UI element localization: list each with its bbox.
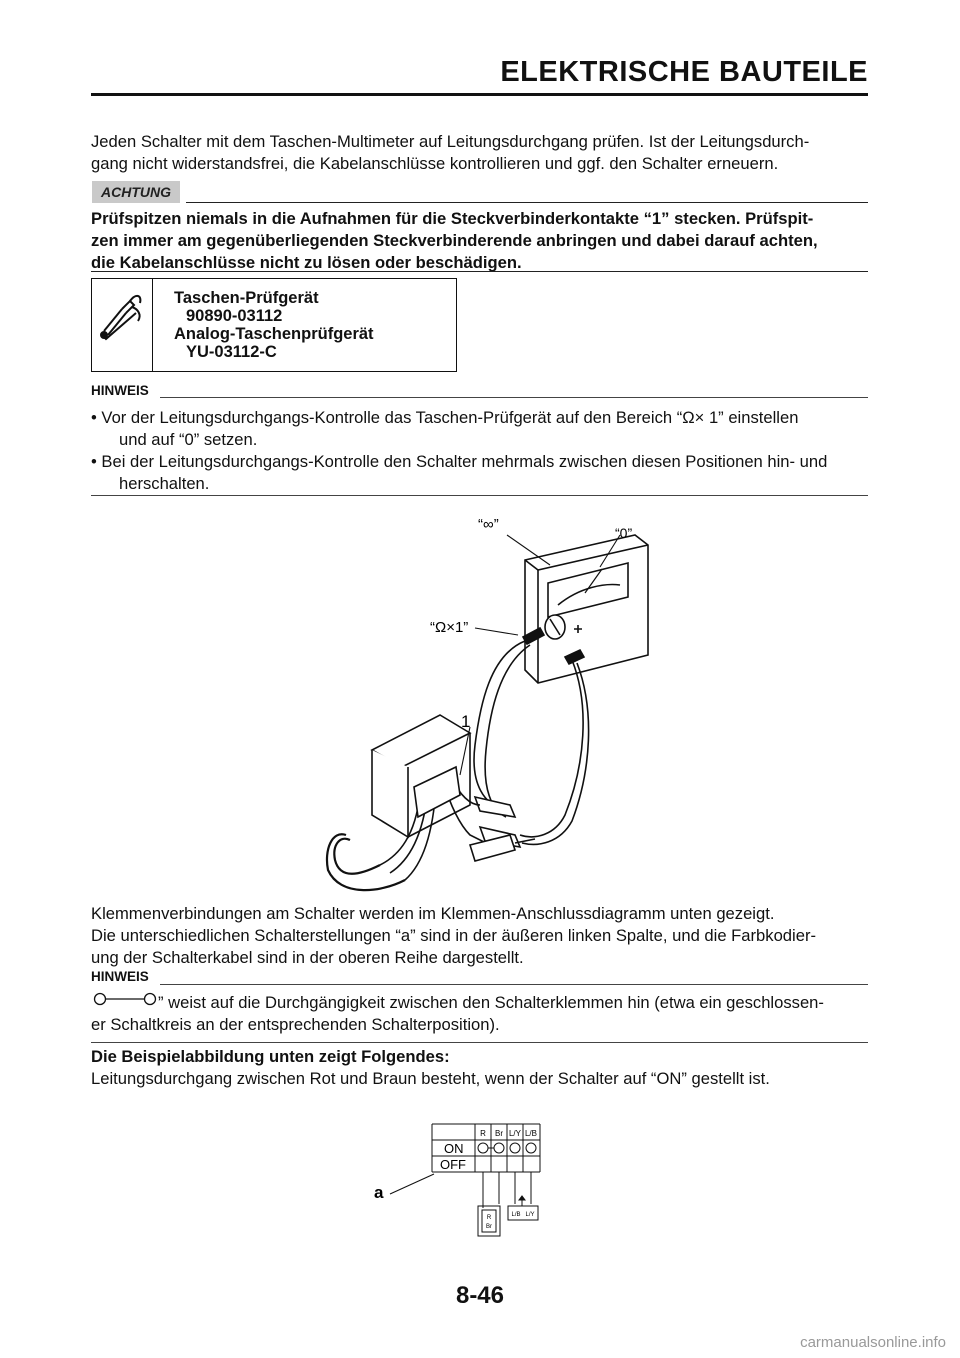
note-1-bullet-1: • Vor der Leitungsdurchgangs-Kontrolle das Taschen-Prüfgerät auf den Bereich “Ω× 1” einstellen und auf “0” setzen. bbox=[91, 408, 799, 449]
switch-terminal-diagram bbox=[360, 1120, 550, 1240]
connector-left-2: Br bbox=[486, 1224, 492, 1230]
tool-list bbox=[174, 289, 374, 361]
caution-rule-top bbox=[186, 202, 868, 203]
text-2-line-3: ung der Schalterkabel sind in der oberen Reihe dargestellt. bbox=[91, 948, 524, 967]
text-2-line-1: Klemmenverbindungen am Schalter werden im Klemmen-Anschlussdiagramm unten gezeigt. bbox=[91, 904, 775, 923]
col-header-3: L/Y bbox=[508, 1129, 522, 1138]
connector-right-1: L/B bbox=[511, 1212, 521, 1218]
caution-text bbox=[91, 208, 881, 274]
note-2-label: HINWEIS bbox=[91, 969, 149, 984]
label-connector-1: 1 bbox=[461, 712, 471, 731]
example-text: Leitungsdurchgang zwischen Rot und Braun besteht, wenn der Schalter auf “ON” gestellt ist. bbox=[91, 1069, 770, 1088]
note-1-label: HINWEIS bbox=[91, 383, 149, 398]
tool-2-code: YU-03112-C bbox=[186, 343, 277, 361]
row-label-on: ON bbox=[444, 1141, 464, 1156]
col-header-4: L/B bbox=[524, 1129, 538, 1138]
caution-label: ACHTUNG bbox=[92, 181, 180, 203]
caution-line-2: zen immer am gegenüberliegenden Steckverbinderende anbringen und dabei darauf achten, bbox=[91, 231, 818, 250]
note-2-rule-bottom bbox=[91, 1042, 868, 1043]
tool-1-code: 90890-03112 bbox=[186, 307, 283, 325]
special-tool-box bbox=[91, 278, 457, 372]
label-ohm-range: “Ω×1” bbox=[430, 619, 469, 636]
label-infinity: “∞” bbox=[478, 516, 499, 533]
caution-line-1: Prüfspitzen niemals in die Aufnahmen für die Steckverbinderkontakte “1” stecken. Prüfspit- bbox=[91, 209, 814, 228]
watermark: carmanualsonline.info bbox=[800, 1334, 946, 1351]
row-label-off: OFF bbox=[440, 1157, 466, 1172]
note-1-rule-top bbox=[160, 397, 868, 398]
caution-line-3: die Kabelanschlüsse nicht zu lösen oder beschädigen. bbox=[91, 253, 522, 272]
col-header-1: R bbox=[480, 1129, 486, 1138]
connector-left-1: R bbox=[486, 1215, 492, 1221]
intro-paragraph bbox=[91, 131, 871, 175]
note-1-bullet-2: • Bei der Leitungsdurchgangs-Kontrolle den Schalter mehrmals zwischen diesen Positionen hin- und herschalten. bbox=[91, 452, 828, 493]
page-title: ELEKTRISCHE BAUTEILE bbox=[500, 56, 868, 88]
note-2-rule-top bbox=[160, 984, 868, 985]
multimeter-figure bbox=[310, 505, 680, 900]
label-zero: “0” bbox=[615, 525, 633, 541]
intro-line-1: Jeden Schalter mit dem Taschen-Multimeter auf Leitungsdurchgang prüfen. Ist der Leitungsdurch- bbox=[91, 132, 810, 151]
label-a: a bbox=[374, 1183, 384, 1202]
tool-1-name: Taschen-Prüfgerät bbox=[174, 289, 319, 307]
note-2-text-line1: ” weist auf die Durchgängigkeit zwischen den Schalterklemmen hin (etwa ein geschlossen- bbox=[158, 993, 824, 1012]
terminal-explanation bbox=[91, 903, 881, 969]
header-rule bbox=[91, 93, 868, 96]
example-heading: Die Beispielabbildung unten zeigt Folgendes: bbox=[91, 1047, 450, 1066]
col-header-2: Br bbox=[495, 1129, 503, 1138]
page-number: 8-46 bbox=[455, 1282, 505, 1309]
note-2-text-line2: er Schaltkreis an der entsprechenden Schalterposition). bbox=[91, 1015, 500, 1034]
note-1-rule-bottom bbox=[91, 495, 868, 496]
text-2-line-2: Die unterschiedlichen Schalterstellungen “a” sind in der äußeren linken Spalte, und die Farbkodier- bbox=[91, 926, 817, 945]
continuity-symbol-icon bbox=[92, 990, 158, 1012]
tester-probe-icon bbox=[92, 279, 153, 371]
connector-right-2: L/Y bbox=[525, 1212, 535, 1218]
caution-rule-bottom bbox=[91, 271, 868, 272]
intro-line-2: gang nicht widerstandsfrei, die Kabelanschlüsse kontrollieren und ggf. den Schalter erneuern. bbox=[91, 154, 779, 173]
example-block bbox=[91, 1046, 881, 1090]
tool-2-name: Analog-Taschenprüfgerät bbox=[174, 325, 374, 343]
note-1-list bbox=[91, 407, 881, 495]
